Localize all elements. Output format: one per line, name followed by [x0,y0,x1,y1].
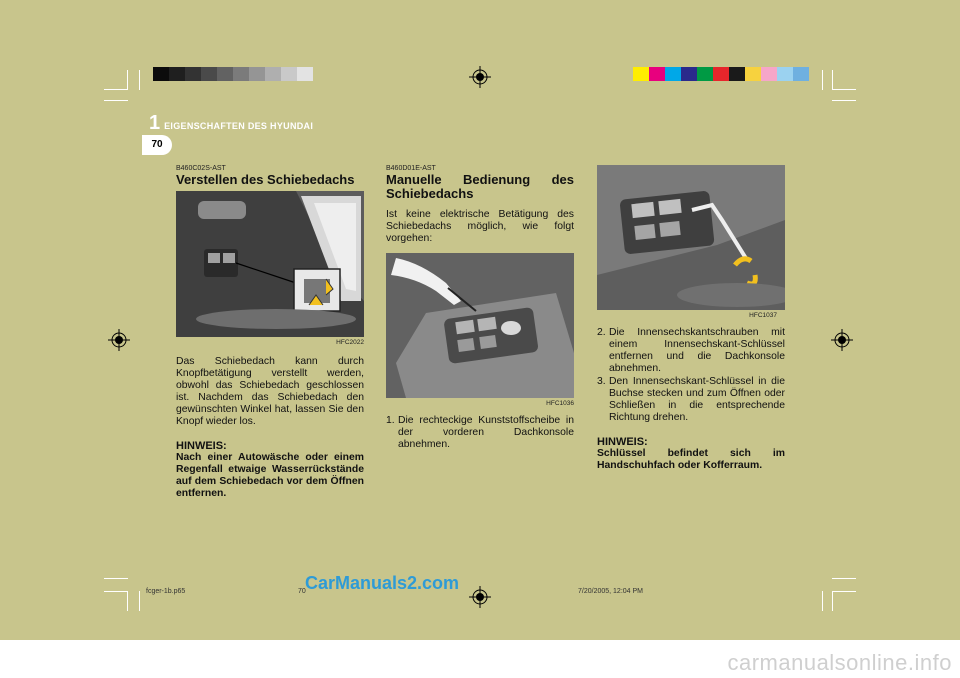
color-swatch [793,67,809,81]
crop-mark [832,70,833,90]
color-swatch [697,67,713,81]
crop-mark [822,591,823,611]
step-text: Die rechteckige Kunststoffscheibe in der vorderen Dachkonsole abnehmen. [398,415,574,450]
color-swatch [761,67,777,81]
left-column [176,165,364,500]
step-item [386,415,574,451]
crop-mark [832,89,856,90]
middle-column [386,165,574,452]
crop-mark [832,591,856,592]
color-swatch [185,67,201,81]
color-swatch [169,67,185,81]
registration-target-icon [108,329,130,351]
note-label: HINWEIS: [176,440,227,452]
step-text: Die Innensechskantschrauben mit einem Innensechskant-Schlüssel entfernen und die Dachkonsole abnehmen. [609,327,785,374]
step-number: 3. [597,376,606,387]
crop-mark [104,578,128,579]
section-heading: Verstellen des Schiebedachs [176,172,355,187]
color-swatch [153,67,169,81]
section-code: B460C02S-AST [176,165,226,172]
section-code: B460D01E-AST [386,165,436,172]
note-label: HINWEIS: [597,436,648,448]
step-item [597,376,785,424]
crop-mark [139,591,140,611]
color-swatch [265,67,281,81]
intro-text: Ist keine elektrische Betätigung des Schiebedachs möglich, wie folgt vorgehen: [386,209,574,244]
color-swatch [297,67,313,81]
crop-mark [127,591,128,611]
body-text: Das Schiebedach kann durch Knopfbetätigung verstellt werden, obwohl das Schiebedach geschlossen ist. Nachdem das Schiebedach den gewünschten Winkel hat, lassen Sie den Knopf wieder los. [176,356,364,427]
step-list [597,327,785,424]
section-header [149,112,313,135]
step-item [597,327,785,375]
step-number: 2. [597,327,606,338]
registration-target-icon [469,66,491,88]
watermark-link[interactable]: CarManuals2.com [305,573,460,593]
right-column [597,165,785,472]
bottom-watermark[interactable]: carmanualsonline.info [727,650,952,675]
color-swatch [633,67,649,81]
color-swatch [729,67,745,81]
color-swatch [745,67,761,81]
note-text: Nach einer Autowäsche oder einem Regenfall etwaige Wasserrückstände auf dem Schiebedach vor dem Öffnen entfernen. [176,452,364,499]
image-caption: HFC1036 [546,400,574,407]
crop-mark [104,89,128,90]
color-swatch [233,67,249,81]
color-calibration-bar [633,67,809,81]
color-swatch [217,67,233,81]
hex-key-photo [597,165,785,310]
footer-date: 7/20/2005, 12:04 PM [578,588,643,595]
section-title: EIGENSCHAFTEN DES HYUNDAI [164,121,314,131]
color-swatch [713,67,729,81]
crop-mark [104,100,128,101]
image-caption: HFC2022 [336,339,364,346]
crop-mark [104,591,128,592]
footer-page: 70 [298,588,306,595]
color-swatch [281,67,297,81]
step-number: 1. [386,415,395,426]
step-text: Den Innensechskant-Schlüssel in die Buchse stecken und zum Öffnen oder Schließen in die entsprechende Richtung drehen. [609,376,785,423]
section-number: 1 [149,112,161,134]
color-swatch [249,67,265,81]
crop-mark [822,70,823,90]
registration-target-icon [831,329,853,351]
sunroof-switch-photo [176,191,364,337]
color-swatch [201,67,217,81]
footer-file: fcger-1b.p65 [146,588,186,595]
crop-mark [832,100,856,101]
image-caption: HFC1037 [749,312,777,319]
step-list [386,415,574,451]
color-swatch [777,67,793,81]
roof-console-photo [386,253,574,398]
gray-calibration-bar [153,67,313,81]
color-swatch [649,67,665,81]
page-number: 70 [142,135,172,155]
color-swatch [681,67,697,81]
section-heading: Manuelle Bedienung des Schiebedachs [386,172,574,201]
crop-mark [832,591,833,611]
registration-target-icon [469,586,491,608]
note-text: Schlüssel befindet sich im Handschuhfach oder Kofferraum. [597,448,785,471]
color-swatch [665,67,681,81]
crop-mark [832,578,856,579]
crop-mark [139,70,140,90]
crop-mark [127,70,128,90]
